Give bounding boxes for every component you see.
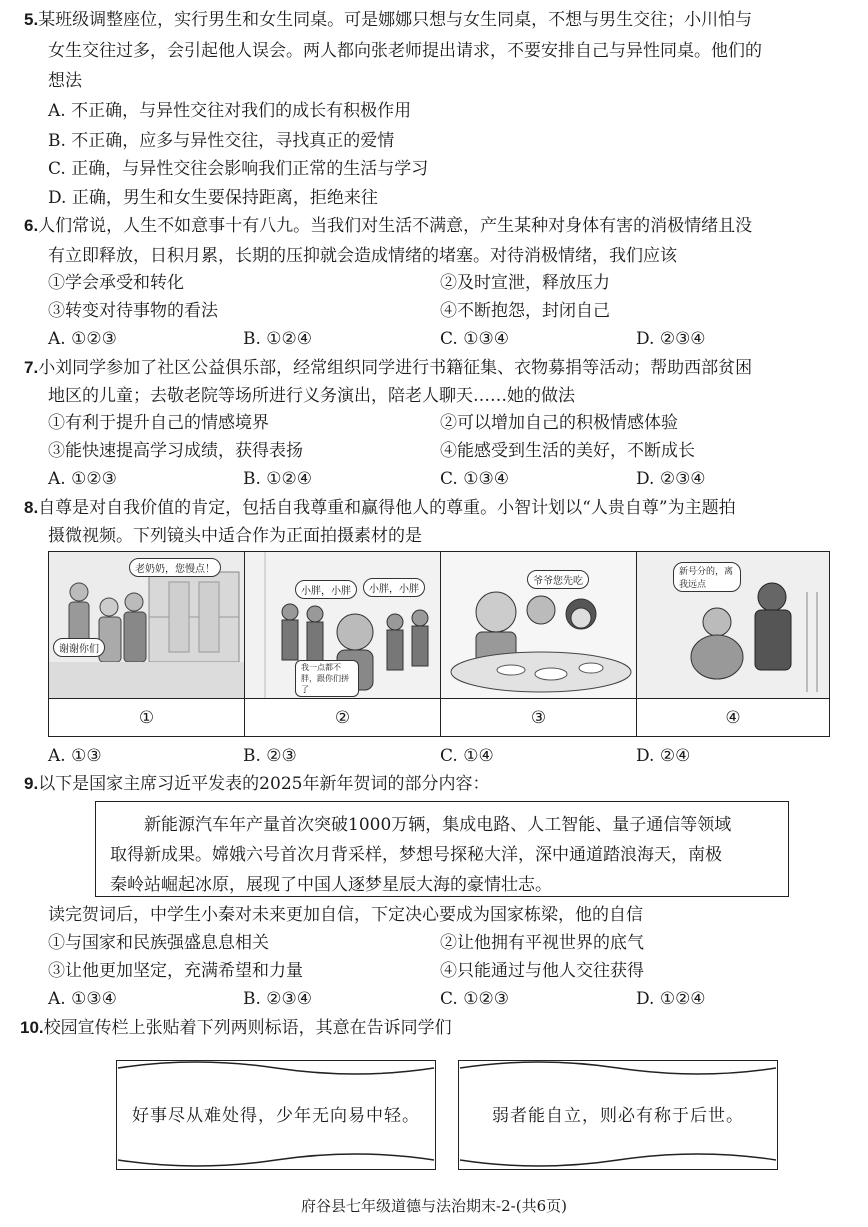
q5-option-b: B. 不正确，应多与异性交往，寻找真正的爱情 (48, 131, 395, 151)
q7-item-2: ②可以增加自己的积极情感体验 (440, 413, 678, 433)
q7-choice-d: D. ②③④ (636, 469, 706, 489)
q6-choice-d: D. ②③④ (636, 329, 706, 349)
q8-label-1: ① (49, 699, 245, 737)
q8-panel-2-illustration (245, 552, 441, 698)
q8-panel-4-bubble-a: 新号分的，离我远点 (673, 562, 741, 592)
q9-quote-line-2: 取得新成果。嫦娥六号首次月背采样，梦想号探秘大洋，深中通道踏浪海天，南极 (110, 845, 722, 865)
q7-choice-b: B. ①②④ (243, 469, 313, 489)
q10-slogan-left: 好事尽从难处得，少年无向易中轻。 (132, 1106, 420, 1126)
q6-choice-b: B. ①②④ (243, 329, 313, 349)
q9-quote-line-3: 秦岭站崛起冰原，展现了中国人逐梦星辰大海的豪情壮志。 (110, 875, 552, 895)
q7-item-1: ①有利于提升自己的情感境界 (48, 413, 269, 433)
q6-item-3: ③转变对待事物的看法 (48, 301, 218, 321)
q6-number: 6. (24, 216, 39, 235)
q9-number: 9. (24, 774, 39, 793)
q9-item-3: ③让他更加坚定，充满希望和力量 (48, 961, 303, 981)
q7-stem-line-2: 地区的儿童；去敬老院等场所进行义务演出，陪老人聊天……她的做法 (48, 386, 575, 406)
q8-label-row (49, 698, 829, 737)
q9-after: 读完贺词后，中学生小秦对未来更加自信，下定决心要成为国家栋梁，他的自信 (48, 905, 643, 925)
q7-stem-line-1: 7.小刘同学参加了社区公益俱乐部，经常组织同学进行书籍征集、衣物募捐等活动；帮助西部贫困 (24, 358, 753, 378)
q5-stem-line-2: 女生交往过多，会引起他人误会。两人都向张老师提出请求，不要安排自己与异性同桌。他们的 (48, 41, 762, 61)
q6-item-2: ②及时宣泄，释放压力 (440, 273, 610, 293)
q8-panel-2-bubble-a: 小胖，小胖 (295, 580, 357, 599)
q10-number: 10. (20, 1018, 44, 1037)
q5-option-a: A. 不正确，与异性交往对我们的成长有积极作用 (48, 101, 412, 121)
q7-item-3: ③能快速提高学习成绩，获得表扬 (48, 441, 303, 461)
q6-item-1: ①学会承受和转化 (48, 273, 184, 293)
q10-stem: 10.校园宣传栏上张贴着下列两则标语，其意在告诉同学们 (20, 1018, 452, 1038)
q8-choice-b: B. ②③ (243, 746, 297, 766)
q9-stem: 9.以下是国家主席习近平发表的2025年新年贺词的部分内容： (24, 774, 490, 794)
q8-panel-3-illustration (441, 552, 637, 698)
q5-stem-line-1: 5.某班级调整座位，实行男生和女生同桌。可是娜娜只想与女生同桌，不想与男生交往；小川怕与 (24, 10, 753, 30)
q6-item-4: ④不断抱怨，封闭自己 (440, 301, 610, 321)
q10-slogan-right-banner (458, 1060, 778, 1170)
q8-panel-2-bubble-b: 小胖，小胖 (363, 578, 425, 597)
q5-number: 5. (24, 10, 39, 29)
q10-slogan-right: 弱者能自立，则必有称于后世。 (492, 1106, 744, 1126)
q9-quote-box (95, 801, 789, 897)
q10-slogan-left-banner (116, 1060, 436, 1170)
q6-choice-c: C. ①③④ (440, 329, 509, 349)
q8-panel-1-bubble-b: 谢谢你们 (53, 638, 105, 657)
q9-quote-line-1: 新能源汽车年产量首次突破1000万辆，集成电路、人工智能、量子通信等领域 (144, 815, 732, 835)
page-footer: 府谷县七年级道德与法治期末-2-(共6页) (301, 1197, 567, 1215)
q5-option-d: D. 正确，男生和女生要保持距离，拒绝来往 (48, 188, 378, 208)
q7-number: 7. (24, 358, 39, 377)
q7-choice-a: A. ①②③ (48, 469, 117, 489)
q9-item-1: ①与国家和民族强盛息息相关 (48, 933, 269, 953)
q8-panel-4-illustration (637, 552, 829, 698)
q8-choice-d: D. ②④ (636, 746, 691, 766)
q9-choice-c: C. ①②③ (440, 989, 509, 1009)
q8-label-2: ② (245, 699, 441, 737)
q8-image-table (48, 551, 830, 737)
q5-option-c: C. 正确，与异性交往会影响我们正常的生活与学习 (48, 159, 429, 179)
q9-choice-b: B. ②③④ (243, 989, 313, 1009)
q9-item-4: ④只能通过与他人交往获得 (440, 961, 644, 981)
q8-number: 8. (24, 498, 39, 517)
q8-stem-line-2: 摄微视频。下列镜头中适合作为正面拍摄素材的是 (48, 526, 422, 546)
q6-stem-line-1: 6.人们常说，人生不如意事十有八九。当我们对生活不满意，产生某种对身体有害的消极情绪且没 (24, 216, 753, 236)
q5-stem-line-3: 想法 (48, 71, 82, 91)
q8-label-4: ④ (725, 708, 741, 728)
q7-choice-c: C. ①③④ (440, 469, 509, 489)
q8-panel-1-bubble-a: 老奶奶，您慢点！ (129, 558, 221, 577)
q6-stem-line-2: 有立即释放，日积月累，长期的压抑就会造成情绪的堵塞。对待消极情绪，我们应该 (48, 246, 677, 266)
q6-choice-a: A. ①②③ (48, 329, 117, 349)
q8-panel-3-bubble-a: 爷爷您先吃 (527, 570, 589, 589)
q7-item-4: ④能感受到生活的美好，不断成长 (440, 441, 695, 461)
q8-choice-a: A. ①③ (48, 746, 102, 766)
q9-choice-d: D. ①②④ (636, 989, 706, 1009)
q9-item-2: ②让他拥有平视世界的底气 (440, 933, 644, 953)
q8-panel-1-illustration (49, 552, 245, 698)
q8-panel-2-bubble-c: 我一点都不胖，跟你们拼了 (295, 660, 359, 697)
q8-stem-line-1: 8.自尊是对自我价值的肯定，包括自我尊重和赢得他人的尊重。小智计划以“人贵自尊”为主题拍 (24, 498, 736, 518)
q8-label-3: ③ (441, 699, 637, 737)
q8-choice-c: C. ①④ (440, 746, 494, 766)
q9-choice-a: A. ①③④ (48, 989, 117, 1009)
